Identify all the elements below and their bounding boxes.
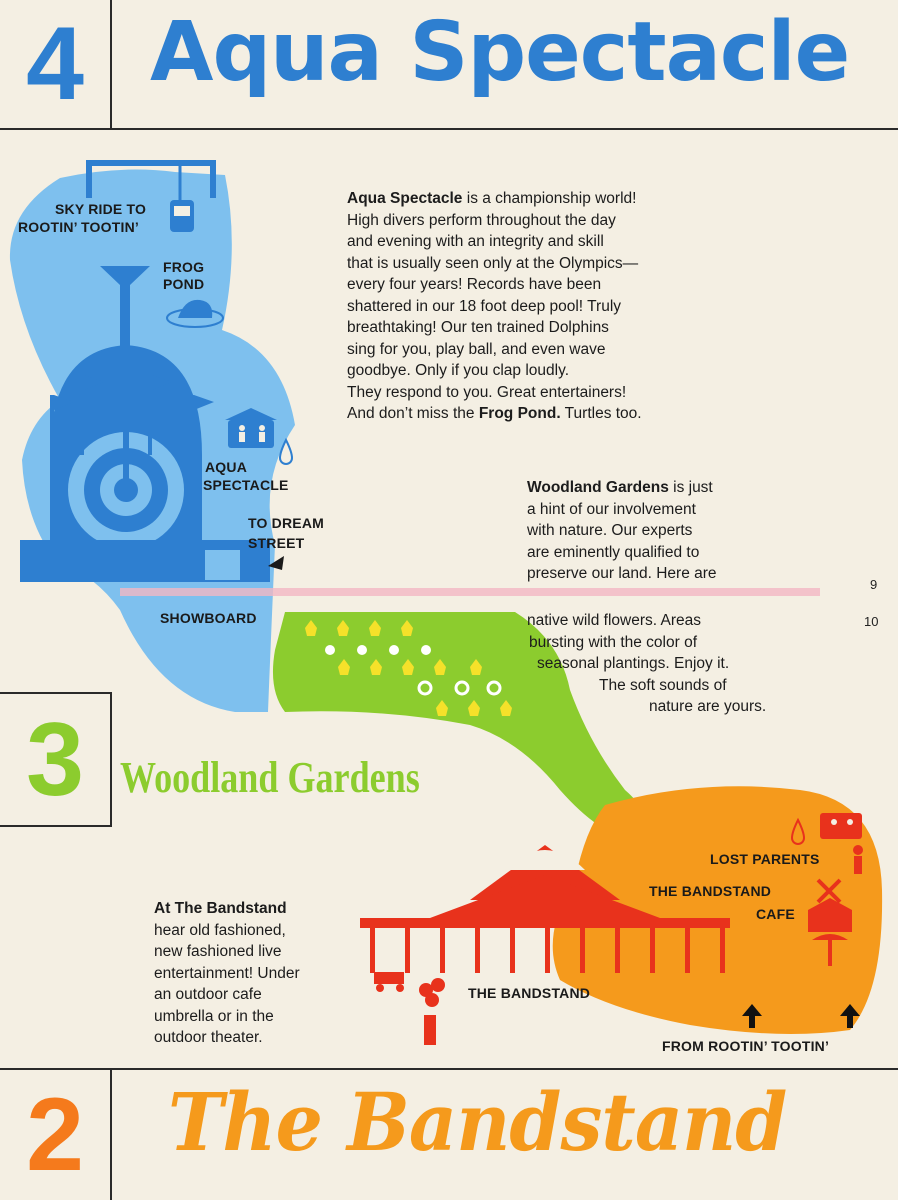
aqua-line: High divers perform throughout the day: [347, 211, 616, 229]
label-showboard: SHOWBOARD: [160, 610, 257, 626]
aqua-line: Turtles too.: [560, 405, 642, 422]
woodland-box-right: [110, 692, 112, 827]
bandstand-description: [154, 898, 374, 1049]
aqua-line: And don’t miss the: [347, 405, 479, 422]
bandstand-lead: At The Bandstand: [154, 900, 287, 917]
aqua-line: is a championship world!: [462, 190, 637, 207]
label-dream-line2: STREET: [248, 535, 305, 551]
section-number-2: 2: [26, 1077, 84, 1193]
woodland-box-bottom: [0, 825, 112, 827]
woodland-line: The soft sounds of: [599, 676, 727, 694]
bandstand-line: hear old fashioned,: [154, 921, 286, 939]
woodland-line: native wild flowers. Areas: [527, 612, 702, 629]
woodland-description-bottom: [527, 610, 827, 718]
label-dream-line1: TO DREAM: [248, 515, 325, 531]
page-number-10: 10: [864, 614, 879, 629]
aqua-line: and evening with an integrity and skill: [347, 233, 604, 250]
label-sky-ride: [55, 201, 146, 217]
footer-divider: [0, 1068, 898, 1070]
label-sky-ride-line2: ROOTIN’ TOOTIN’: [18, 219, 139, 235]
section-title-the-bandstand: The Bandstand: [168, 1075, 787, 1169]
label-from-rootin: FROM ROOTIN’ TOOTIN’: [662, 1038, 830, 1054]
aqua-line: goodbye. Only if you clap loudly.: [347, 362, 570, 379]
aqua-line: They respond to you. Great entertainers!: [347, 383, 627, 401]
bandstand-line: outdoor theater.: [154, 1029, 263, 1046]
aqua-line: sing for you, play ball, and even wave: [347, 340, 606, 358]
woodland-lead: Woodland Gardens: [527, 479, 669, 496]
aqua-description: [347, 188, 767, 425]
woodland-line: is just: [668, 479, 713, 496]
aqua-lead: Aqua Spectacle: [347, 190, 463, 207]
woodland-line: a hint of our involvement: [527, 500, 696, 518]
aqua-line: that is usually seen only at the Olympics—: [347, 254, 639, 272]
label-lost-parents: LOST PARENTS: [710, 851, 820, 867]
woodland-line: preserve our land. Here are: [527, 565, 717, 582]
label-aqua-line2: SPECTACLE: [203, 477, 289, 493]
label-cafe-line1: THE BANDSTAND: [649, 883, 772, 899]
woodland-line: seasonal plantings. Enjoy it.: [537, 655, 730, 672]
woodland-line: are eminently qualified to: [527, 543, 700, 561]
bandstand-line: an outdoor cafe: [154, 986, 262, 1003]
frog-pond-bold: Frog Pond.: [478, 405, 561, 422]
footer-number-divider: [110, 1068, 112, 1200]
label-aqua-line1: AQUA: [205, 459, 248, 475]
aqua-line: breathtaking! Our ten trained Dolphins: [347, 319, 609, 336]
woodland-line: nature are yours.: [649, 698, 767, 715]
bandstand-line: entertainment! Under: [154, 964, 300, 982]
header-number-divider: [110, 0, 112, 130]
bandstand-line: umbrella or in the: [154, 1007, 274, 1025]
page-number-9: 9: [870, 577, 878, 592]
label-bandstand: THE BANDSTAND: [468, 985, 591, 1001]
section-number-box: [0, 1070, 110, 1200]
page-fold: [120, 588, 820, 596]
label-cafe-line2: CAFE: [756, 906, 795, 922]
woodland-description-top: [527, 477, 827, 585]
section-title-woodland-gardens: Woodland Gardens: [120, 753, 420, 802]
section-number-box: [0, 694, 110, 825]
aqua-line: shattered in our 18 foot deep pool! Truly: [347, 297, 622, 315]
aqua-line: every four years! Records have been: [347, 276, 602, 293]
label-frog-line1: FROG: [163, 259, 205, 275]
section-number-3: 3: [26, 701, 84, 818]
woodland-line: bursting with the color of: [529, 633, 698, 651]
bandstand-line: new fashioned live: [154, 943, 282, 960]
woodland-line: with nature. Our experts: [527, 522, 693, 539]
label-frog-line2: POND: [163, 276, 205, 292]
label-sky-ride-line1: SKY RIDE TO: [55, 201, 147, 217]
section-number-4: 4: [26, 6, 84, 122]
section-number-box: [0, 0, 110, 128]
section-title-aqua-spectacle: Aqua Spectacle: [150, 5, 850, 100]
